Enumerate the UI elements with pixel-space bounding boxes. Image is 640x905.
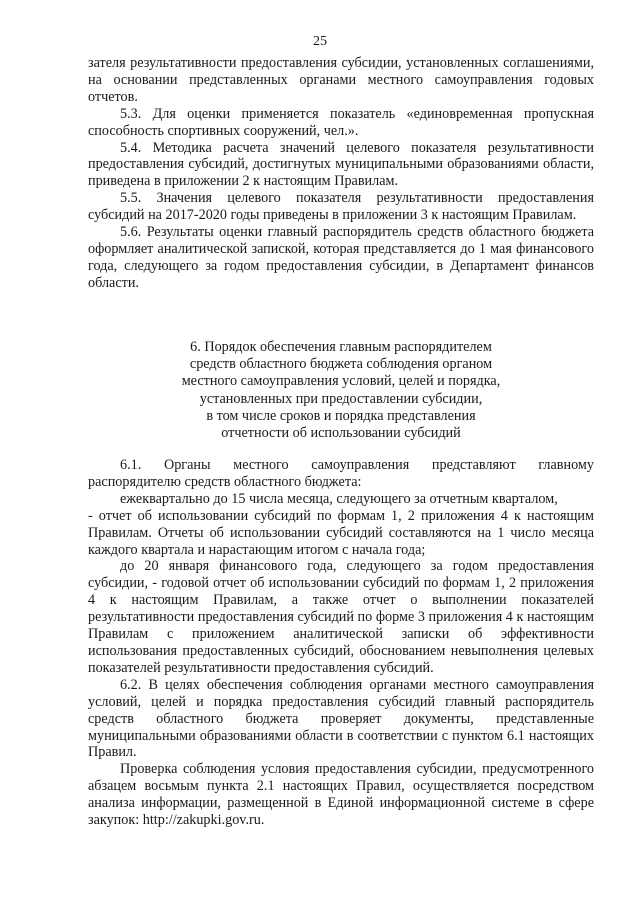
top-text-block: [88, 55, 594, 292]
section-6-heading: [88, 339, 594, 442]
paragraph-annual-report: до 20 января финансового года, следующего за годом предоставления субсидии, - годовой отчет об использовании субсидий по формам 1, 2 приложения 4 к настоящим Правилам, а также отчет о выполнении показателей результативности предоставления субсидий по форме 3 приложения 4 к настоящим Правилам с приложением аналитической записки об эффективности использования предоставленных субсидий, обоснованием невыполнения целевых показателей результативности предоставления субсидий.: [88, 558, 594, 676]
heading-line: средств областного бюджета соблюдения органом: [189, 356, 493, 373]
paragraph-5-5: 5.5. Значения целевого показателя результативности предоставления субсидий на 2017-2020 годы приведены в приложении 3 к настоящим Правилам.: [88, 190, 594, 224]
paragraph-quarterly: ежеквартально до 15 числа месяца, следующего за отчетным кварталом,: [120, 490, 558, 507]
bottom-text-block: [88, 457, 594, 829]
paragraph-6-2: 6.2. В целях обеспечения соблюдения органами местного самоуправления условий, целей и порядка предоставления субсидий главный распорядитель средств областного бюджета проверяет документы, представленные муниципальными образованиями области в соответствии с пунктом 6.1 настоящих Правил.: [88, 676, 594, 761]
heading-line: в том числе сроков и порядка представления: [206, 407, 476, 424]
page-number: 25: [313, 34, 327, 49]
paragraph-5-6: 5.6. Результаты оценки главный распорядитель средств областного бюджета оформляет аналитической запиской, которая представляется до 1 мая финансового года, следующего за годом предоставления субсидии, в Департамент финансов области.: [88, 224, 594, 291]
heading-line: отчетности об использовании субсидий: [221, 425, 461, 442]
heading-line: 6. Порядок обеспечения главным распорядителем: [190, 339, 492, 355]
paragraph-procurement-check: Проверка соблюдения условия предоставления субсидии, предусмотренного абзацем восьмым пункта 2.1 настоящих Правил, осуществляется посредством анализа информации, размещенной в Единой информационной системе в сфере закупок: http://zakupki.gov.ru.: [88, 761, 594, 829]
heading-line: установленных при предоставлении субсидии,: [199, 390, 483, 407]
paragraph-continuation: зателя результативности предоставления субсидии, установленных соглашениями, на основании представленных органами местного самоуправления годовых отчетов.: [88, 55, 594, 105]
paragraph-quarterly-report: - отчет об использовании субсидий по формам 1, 2 приложения 4 к настоящим Правилам. Отчеты об использовании субсидий составляются на 1 число месяца каждого квартала и нарастающим итогом с начала года;: [88, 507, 594, 558]
heading-line: местного самоуправления условий, целей и порядка,: [181, 373, 501, 390]
paragraph-5-3: 5.3. Для оценки применяется показатель «единовременная пропускная способность спортивных сооружений, чел.».: [88, 105, 594, 139]
paragraph-6-1: 6.1. Органы местного самоуправления представляют главному распорядителю средств областного бюджета:: [88, 457, 594, 490]
paragraph-5-4: 5.4. Методика расчета значений целевого показателя результативности предоставления субсидий, достигнутых муниципальными образованиями области, приведена в приложении 2 к настоящим Правилам.: [88, 139, 594, 190]
